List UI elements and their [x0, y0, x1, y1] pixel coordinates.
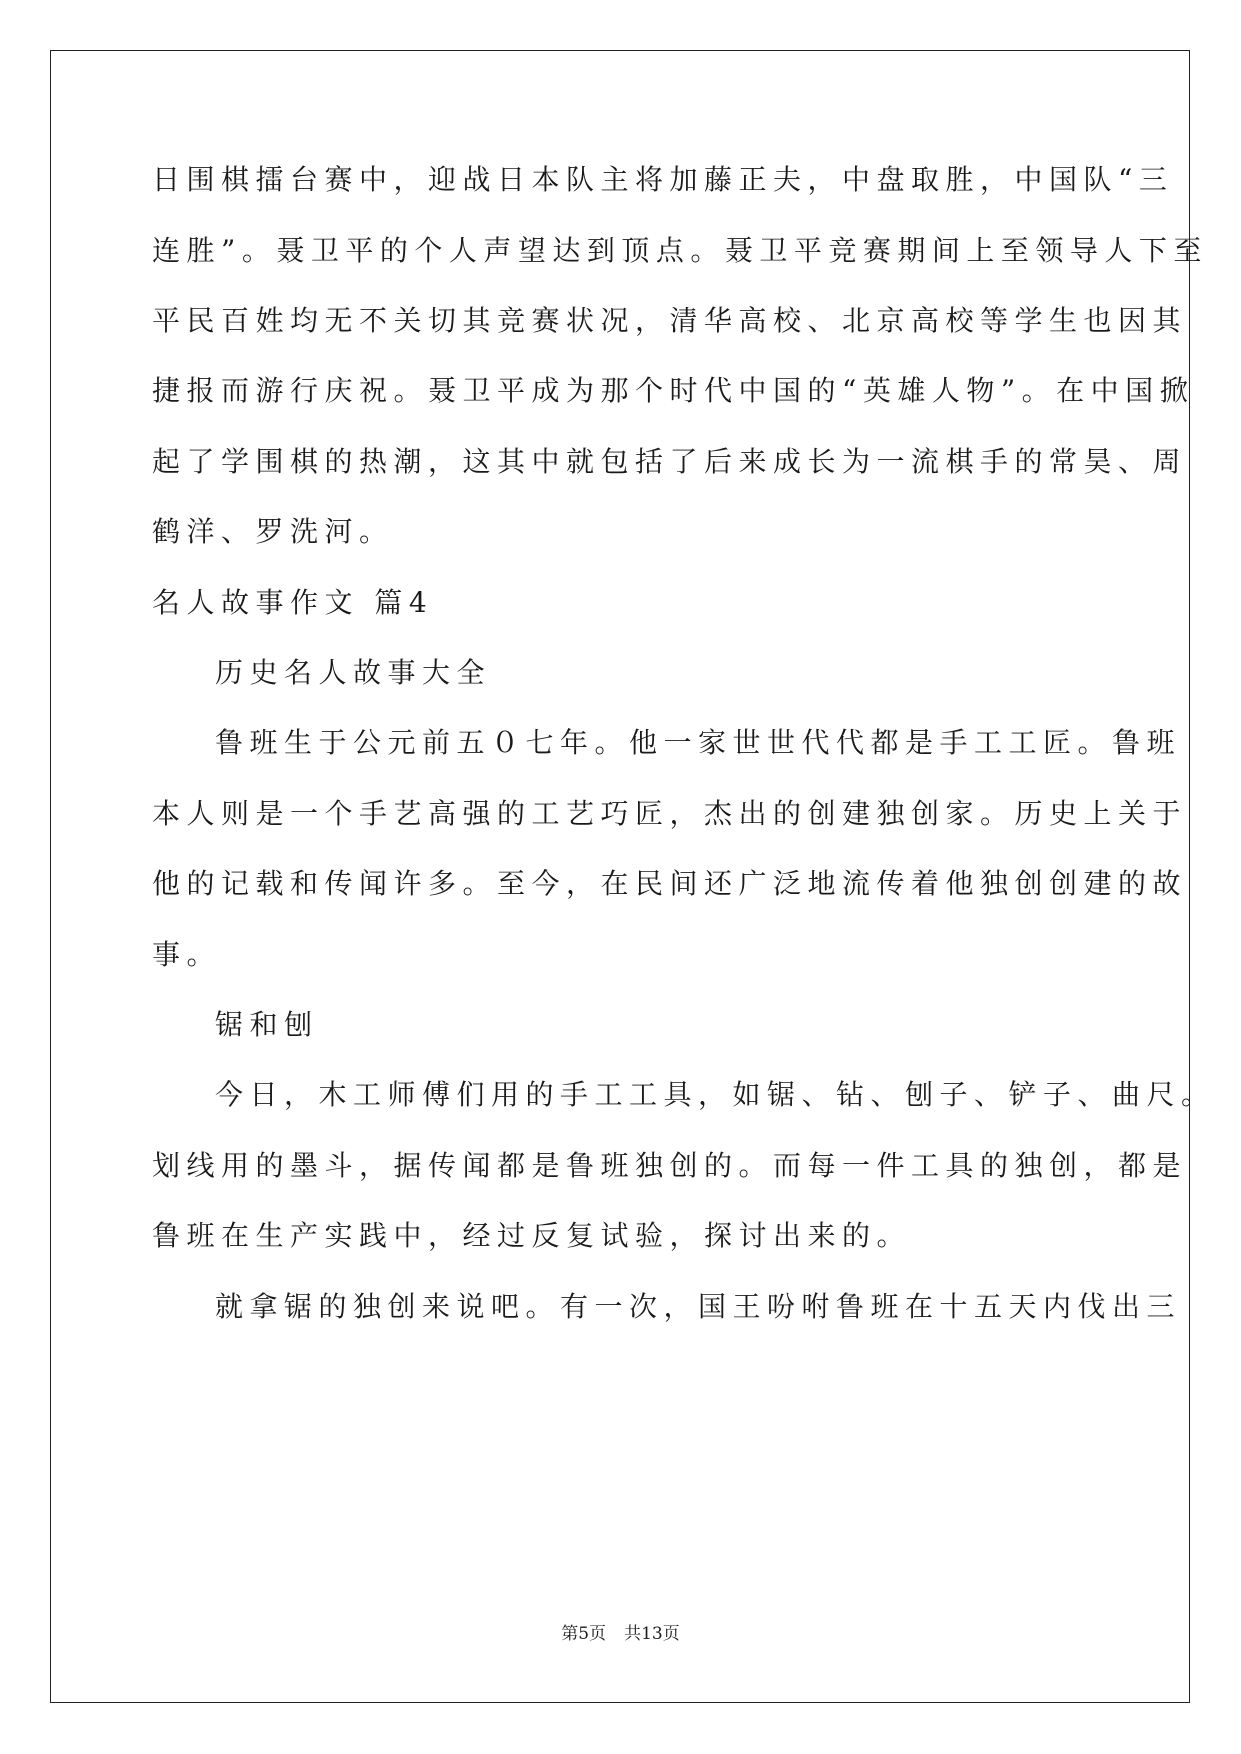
paragraph-line: 鲁班生于公元前五０七年。他一家世世代代都是手工工匠。鲁班	[215, 726, 1182, 759]
paragraph-line: 捷报而游行庆祝。聂卫平成为那个时代中国的“英雄人物”。在中国掀	[152, 374, 1195, 407]
paragraph-line: 日围棋擂台赛中，迎战日本队主将加藤正夫，中盘取胜，中国队“三	[152, 163, 1174, 196]
page-total: 共13页	[624, 1624, 680, 1644]
paragraph-line: 本人则是一个手艺高强的工艺巧匠，杰出的创建独创家。历史上关于	[152, 797, 1188, 830]
page-number: 第5页	[561, 1624, 607, 1644]
paragraph-line: 他的记载和传闻许多。至今，在民间还广泛地流传着他独创创建的故	[152, 867, 1188, 900]
subsection-title: 历史名人故事大全	[215, 656, 492, 689]
page-footer	[0, 1622, 1241, 1646]
paragraph-line: 事。	[152, 938, 222, 971]
section-heading: 名人故事作文 篇4	[152, 586, 434, 619]
paragraph-line: 平民百姓均无不关切其竞赛状况，清华高校、北京高校等学生也因其	[152, 304, 1188, 337]
paragraph-line: 鹤洋、罗洗河。	[152, 515, 394, 548]
paragraph-line: 连胜”。聂卫平的个人声望达到顶点。聂卫平竞赛期间上至领导人下至	[152, 234, 1208, 267]
subsection-title: 锯和刨	[215, 1008, 319, 1041]
paragraph-line: 划线用的墨斗，据传闻都是鲁班独创的。而每一件工具的独创，都是	[152, 1149, 1188, 1182]
paragraph-line: 今日，木工师傅们用的手工工具，如锯、钻、刨子、铲子、曲尺。	[215, 1078, 1216, 1111]
paragraph-line: 鲁班在生产实践中，经过反复试验，探讨出来的。	[152, 1219, 912, 1252]
paragraph-line: 起了学围棋的热潮，这其中就包括了后来成长为一流棋手的常昊、周	[152, 445, 1188, 478]
paragraph-line: 就拿锯的独创来说吧。有一次，国王吩咐鲁班在十五天内伐出三	[215, 1290, 1182, 1323]
